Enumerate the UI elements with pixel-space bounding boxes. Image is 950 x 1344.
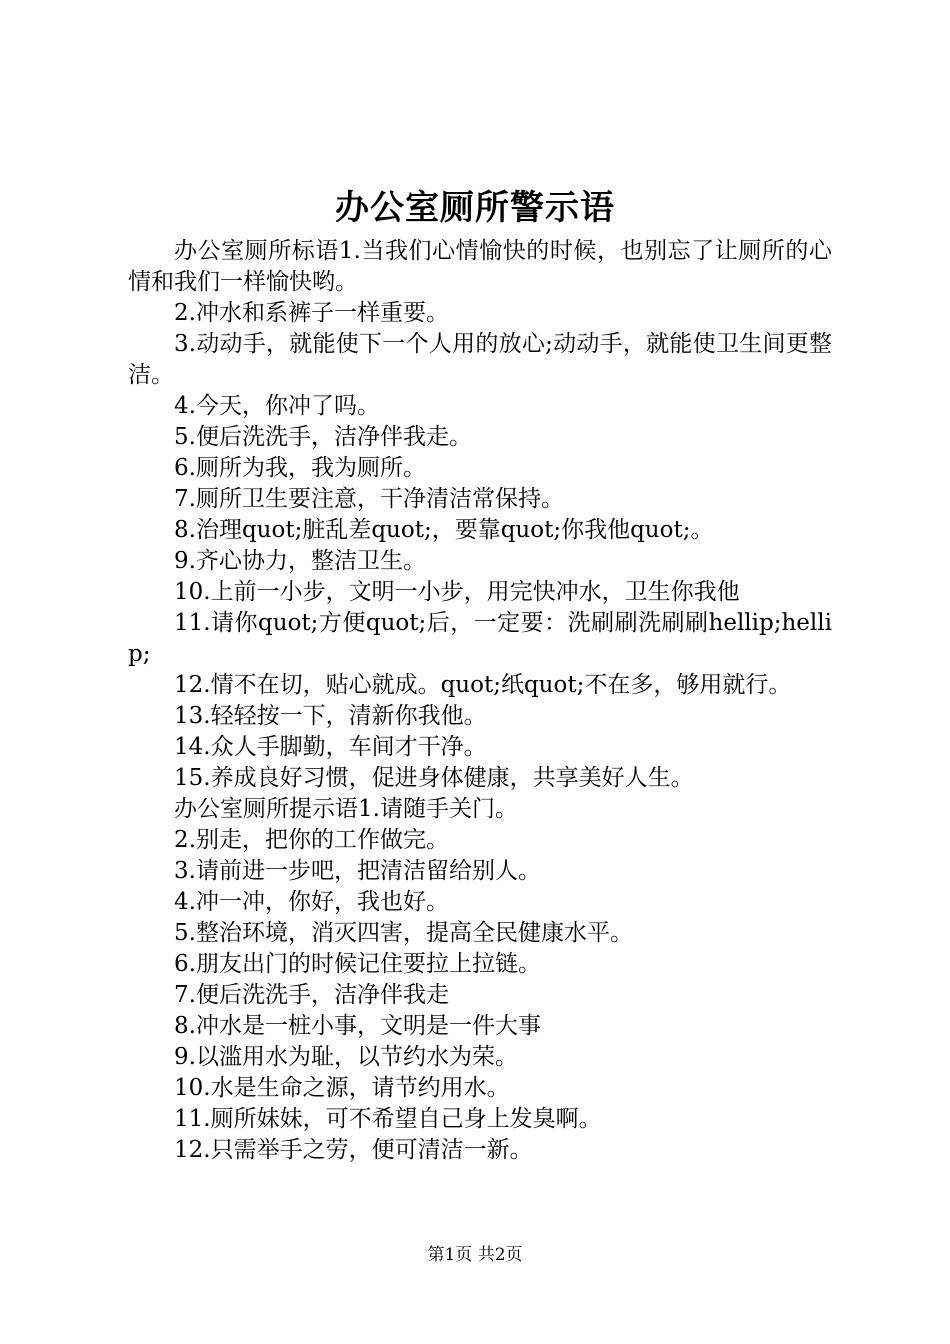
page-number-footer: 第1页 共2页	[427, 1245, 523, 1265]
paragraph: 11.厕所妹妹，可不希望自己身上发臭啊。	[174, 1106, 602, 1132]
document-body	[128, 236, 832, 1166]
paragraph: 7.厕所卫生要注意，干净清洁常保持。	[174, 486, 564, 512]
paragraph: 4.冲一冲，你好，我也好。	[174, 889, 449, 915]
paragraph: 15.养成良好习惯，促进身体健康，共享美好人生。	[174, 765, 694, 791]
paragraph: 7.便后洗洗手，洁净伴我走	[174, 982, 449, 1008]
paragraph: 3.动动手，就能使下一个人用的放心;动动手，就能使卫生间更整洁。	[128, 331, 832, 388]
paragraph: 12.情不在切，贴心就成。quot;纸quot;不在多，够用就行。	[174, 672, 792, 698]
paragraph: 13.轻轻按一下，清新你我他。	[174, 703, 487, 729]
paragraph: 2.冲水和系裤子一样重要。	[174, 300, 449, 326]
paragraph: 11.请你quot;方便quot;后，一定要：洗刷刷洗刷刷hellip;hellip;	[128, 610, 832, 667]
paragraph: 办公室厕所标语1.当我们心情愉快的时候，也别忘了让厕所的心情和我们一样愉快哟。	[128, 238, 832, 295]
paragraph: 5.整治环境，消灭四害，提高全民健康水平。	[174, 920, 633, 946]
paragraph: 8.治理quot;脏乱差quot;，要靠quot;你我他quot;。	[174, 517, 714, 543]
paragraph: 10.上前一小步，文明一小步，用完快冲水，卫生你我他	[174, 579, 740, 605]
paragraph: 6.朋友出门的时候记住要拉上拉链。	[174, 951, 541, 977]
paragraph: 14.众人手脚勤，车间才干净。	[174, 734, 487, 760]
paragraph: 办公室厕所提示语1.请随手关门。	[174, 796, 518, 822]
paragraph: 3.请前进一步吧，把清洁留给别人。	[174, 858, 541, 884]
paragraph: 9.齐心协力，整洁卫生。	[174, 548, 426, 574]
page-title: 办公室厕所警示语	[335, 188, 615, 228]
paragraph: 5.便后洗洗手，洁净伴我走。	[174, 424, 472, 450]
paragraph: 6.厕所为我，我为厕所。	[174, 455, 426, 481]
paragraph: 8.冲水是一桩小事，文明是一件大事	[174, 1013, 541, 1039]
paragraph: 12.只需举手之劳，便可清洁一新。	[174, 1137, 533, 1163]
paragraph: 2.别走，把你的工作做完。	[174, 827, 449, 853]
paragraph: 9.以滥用水为耻，以节约水为荣。	[174, 1044, 518, 1070]
paragraph: 10.水是生命之源，请节约用水。	[174, 1075, 510, 1101]
paragraph: 4.今天，你冲了吗。	[174, 393, 380, 419]
